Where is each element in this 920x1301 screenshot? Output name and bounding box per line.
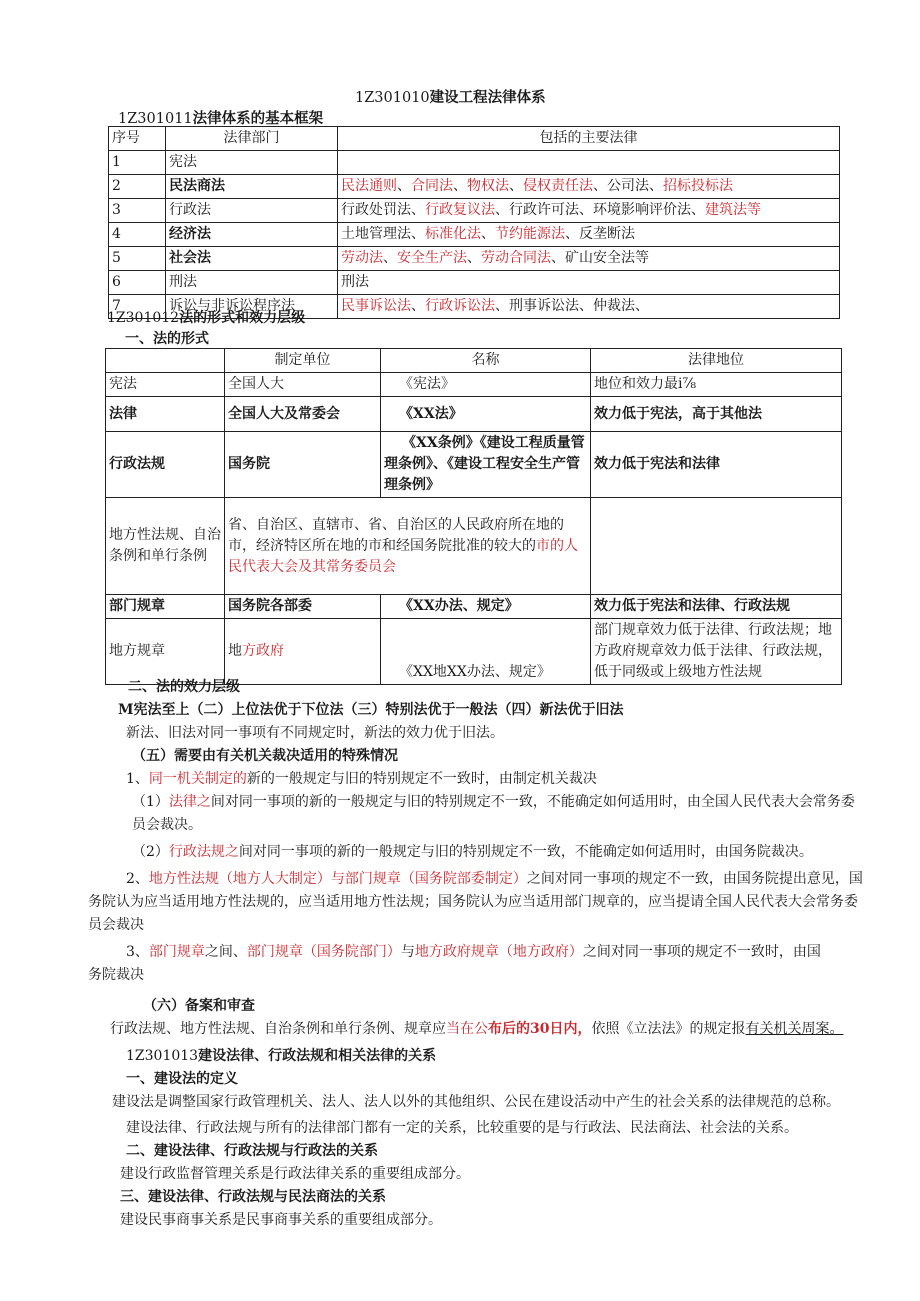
legal-system-table (108, 126, 840, 319)
law-segment: 标准化法 (425, 226, 481, 242)
status-cell: 效力低于宪法，高于其他法 (591, 397, 842, 432)
table-row (109, 151, 840, 175)
row-dept: 诉讼与非诉讼程序法 (166, 295, 338, 319)
form-cell: 地方性法规、自治条例和单行条例 (106, 498, 225, 595)
header-maker: 制定单位 (225, 349, 381, 373)
row-laws (338, 295, 840, 319)
law-segment: 建筑法等 (705, 202, 761, 218)
law-segment: 、行政许可法、环境影响评价法、 (495, 202, 705, 218)
law-segment: 、矿山安全法等 (551, 250, 649, 266)
form-cell: 宪法 (106, 373, 225, 397)
name-cell: 《XX地XX办法、规定》 (381, 619, 591, 685)
table-row (106, 498, 842, 595)
name-cell: 《XX办法、规定》 (381, 595, 591, 619)
section-heading-framework: 1Z301011法律体系的基本框架 (118, 110, 324, 127)
row-laws (338, 247, 840, 271)
filing-heading: （六）备案和审查 (143, 998, 255, 1014)
subheading-hierarchy: 二、法的效力层级 (128, 679, 240, 695)
law-segment: 、 (453, 178, 467, 194)
maker-cell: 地方政府 (225, 619, 381, 685)
row-laws (338, 199, 840, 223)
law-segment: 合同法 (411, 178, 453, 194)
maker-cell: 国务院 (225, 432, 381, 498)
form-cell: 地方规章 (106, 619, 225, 685)
maker-cell: 全国人大及常委会 (225, 397, 381, 432)
table-row (106, 397, 842, 432)
row-dept: 行政法 (166, 199, 338, 223)
filing-text: 行政法规、地方性法规、自治条例和单行条例、规章应当在公布后的30日内，依照《立法法》的规定报有关机关周案。 (110, 1021, 844, 1037)
row-no: 2 (109, 175, 166, 199)
law-segment: 、反垄断法 (565, 226, 635, 242)
status-cell: 地位和效力最i⅞ (591, 373, 842, 397)
law-segment: 民法通则 (341, 178, 397, 194)
row-no: 3 (109, 199, 166, 223)
row-dept: 经济法 (166, 223, 338, 247)
table-row (109, 175, 840, 199)
law-segment: 民事诉讼法 (341, 298, 411, 314)
case-3: 3、部门规章之间、部门规章（国务院部门）与地方政府规章（地方政府）之间对同一事项的规定不一致时，由国务院裁决 (88, 944, 821, 983)
law-segment: 招标投标法 (663, 178, 733, 194)
special-cases-heading: （五）需要由有关机关裁决适用的特殊情况 (132, 748, 398, 764)
body-text (88, 676, 868, 1232)
row-dept: 民法商法 (166, 175, 338, 199)
header-laws: 包括的主要法律 (338, 127, 840, 151)
table-row (106, 373, 842, 397)
name-cell: 《XX条例》《建设工程质量管理条例》、《建设工程安全生产管理条例》 (381, 432, 591, 498)
maker-cell: 国务院各部委 (225, 595, 381, 619)
row-dept: 刑法 (166, 271, 338, 295)
row-no: 1 (109, 151, 166, 175)
row-dept: 社会法 (166, 247, 338, 271)
subheading-forms: 一、法的形式 (125, 331, 209, 347)
table-row (106, 595, 842, 619)
header-form (106, 349, 225, 373)
form-cell: 部门规章 (106, 595, 225, 619)
definition-text: 建设法是调整国家行政管理机关、法人、法人以外的其他组织、公民在建设活动中产生的社会关系的法律规范的总称。 (112, 1094, 840, 1110)
law-segment: 刑法 (341, 274, 369, 290)
table-row (109, 247, 840, 271)
law-segment: 劳动合同法 (481, 250, 551, 266)
law-segment: 行政复议法 (425, 202, 495, 218)
subheading-admin: 二、建设法律、行政法规与行政法的关系 (126, 1143, 378, 1159)
law-segment: 、 (383, 250, 397, 266)
admin-text: 建设行政监督管理关系是行政法律关系的重要组成部分。 (120, 1166, 470, 1182)
header-no: 序号 (109, 127, 166, 151)
header-name: 名称 (381, 349, 591, 373)
law-segment: 行政处罚法、 (341, 202, 425, 218)
row-laws (338, 223, 840, 247)
law-segment: 、刑事诉讼法、仲裁法、 (495, 298, 649, 314)
case-1: 1、同一机关制定的新的一般规定与旧的特别规定不一致时，由制定机关裁决 (126, 771, 597, 787)
row-no: 6 (109, 271, 166, 295)
law-segment: 劳动法 (341, 250, 383, 266)
subheading-definition: 一、建设法的定义 (126, 1071, 238, 1087)
law-segment: 、公司法、 (593, 178, 663, 194)
maker-cell: 全国人大 (225, 373, 381, 397)
law-segment: 土地管理法、 (341, 226, 425, 242)
law-segment: 、 (509, 178, 523, 194)
civil-text: 建设民事商事关系是民事商事关系的重要组成部分。 (120, 1212, 442, 1228)
maker-cell: 省、自治区、直辖市、省、自治区的人民政府所在地的市，经济特区所在地的市和经国务院批准的较大的市的人民代表大会及其常务委员会 (225, 498, 591, 595)
hierarchy-list: M宪法至上（二）上位法优于下位法（三）特别法优于一般法（四）新法优于旧法 (118, 702, 624, 718)
page-title: 1Z301010建设工程法律体系 (355, 89, 546, 106)
table-row (106, 432, 842, 498)
row-dept: 宪法 (166, 151, 338, 175)
header-status: 法律地位 (591, 349, 842, 373)
case-1-2: （2）行政法规之间对同一事项的新的一般规定与旧的特别规定不一致，不能确定如何适用时，由国务院裁决。 (132, 844, 813, 860)
status-cell: 效力低于宪法和法律、行政法规 (591, 595, 842, 619)
table-header-row (109, 127, 840, 151)
form-cell: 法律 (106, 397, 225, 432)
row-laws (338, 271, 840, 295)
section-heading-forms: 1Z301012法的形式和效力层级 (107, 310, 306, 326)
table-row (109, 223, 840, 247)
status-cell: 效力低于宪法和法律 (591, 432, 842, 498)
row-no: 7 (109, 295, 166, 319)
law-segment: 、 (467, 250, 481, 266)
row-laws (338, 151, 840, 175)
law-segment: 侵权责任法 (523, 178, 593, 194)
relations-text: 建设法律、行政法规与所有的法律部门都有一定的关系，比较重要的是与行政法、民法商法、社会法的关系。 (126, 1120, 798, 1136)
status-cell: 部门规章效力低于法律、行政法规；地方政府规章效力低于法律、行政法规，低于同级或上级地方性法规 (591, 619, 842, 685)
section-heading-relations: 1Z301013建设法律、行政法规和相关法律的关系 (126, 1048, 437, 1064)
table-row (109, 199, 840, 223)
header-dept: 法律部门 (166, 127, 338, 151)
row-no: 4 (109, 223, 166, 247)
case-2: 2、地方性法规（地方人大制定）与部门规章（国务院部委制定）之间对同一事项的规定不一致，由国务院提出意见，国务院认为应当适用地方性法规的，应当适用地方性法规；国务院认为应当适用部门规章的，应当提请全国人民代表大会常务委员会裁决 (88, 871, 863, 933)
table-row (106, 619, 842, 685)
table-row (109, 271, 840, 295)
law-segment: 、 (481, 226, 495, 242)
row-no: 5 (109, 247, 166, 271)
law-segment: 行政诉讼法 (425, 298, 495, 314)
law-forms-table (105, 348, 842, 685)
case-1-1: （1）法律之间对同一事项的新的一般规定与旧的特别规定不一致，不能确定如何适用时，由全国人民代表大会常务委员会裁决。 (132, 794, 855, 833)
new-law-text: 新法、旧法对同一事项有不同规定时，新法的效力优于旧法。 (126, 725, 504, 741)
table-header-row (106, 349, 842, 373)
row-laws (338, 175, 840, 199)
law-segment: 物权法 (467, 178, 509, 194)
law-segment: 、 (397, 178, 411, 194)
name-cell: 《宪法》 (381, 373, 591, 397)
subheading-civil: 三、建设法律、行政法规与民法商法的关系 (120, 1189, 386, 1205)
law-segment: 安全生产法 (397, 250, 467, 266)
name-cell: 《XX法》 (381, 397, 591, 432)
status-cell (591, 498, 842, 595)
law-segment: 节约能源法 (495, 226, 565, 242)
form-cell: 行政法规 (106, 432, 225, 498)
law-segment: 、 (411, 298, 425, 314)
